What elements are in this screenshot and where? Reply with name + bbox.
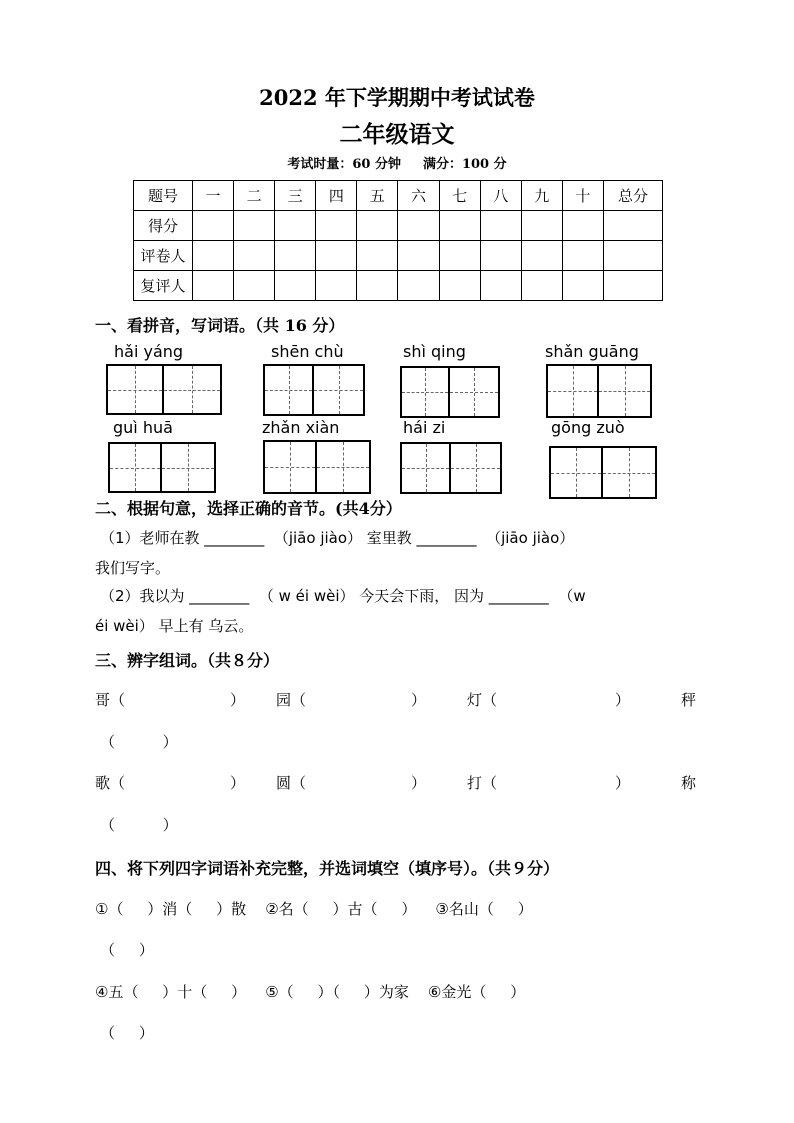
word-item: ） (615, 691, 631, 709)
score-table (133, 180, 663, 301)
writing-grid[interactable] (400, 442, 502, 494)
word-item: 园（ (276, 691, 307, 709)
section2-title: 二、根据句意，选择正确的音节。(共4分） (95, 499, 402, 518)
score-table-header-cell: 八 (480, 181, 521, 211)
writing-grid[interactable] (106, 364, 222, 415)
question-line: éi wèi） 早上有 乌云。 (95, 617, 254, 635)
exam-title: 2022 年下学期期中考试试卷 (259, 85, 535, 110)
score-table-row-label: 评卷人 (134, 241, 193, 271)
pinyin-label: zhǎn xiàn (262, 418, 340, 437)
word-item: 打（ (467, 774, 498, 792)
word-item: ） (411, 691, 427, 709)
score-table-header-row (134, 181, 663, 211)
score-table-header-cell: 总分 (604, 181, 663, 211)
score-table-header-cell: 七 (439, 181, 480, 211)
pinyin-label: hái zi (403, 418, 446, 437)
section3-title: 三、辨字组词。（共８分） (95, 651, 280, 670)
question-line: （1）老师在教 ________ （jiāo jiào） 室里教 ________ （jiāo jiào） (100, 529, 575, 547)
score-table-header-cell: 二 (234, 181, 275, 211)
score-table-header-cell: 三 (275, 181, 316, 211)
section4-title: 四、将下列四字词语补充完整，并选词填空（填序号）。（共９分） (95, 859, 560, 878)
writing-grid[interactable] (549, 446, 657, 499)
word-item: 秤 (681, 691, 697, 709)
score-table-header-cell: 五 (357, 181, 398, 211)
idiom-line: （ ） (100, 941, 154, 959)
score-table-row-label: 得分 (134, 211, 193, 241)
score-table-row-label: 复评人 (134, 271, 193, 301)
idiom-line: ①（ ）消（ ）散 ②名（ ）古（ ） ③名山（ ） (95, 900, 533, 918)
word-item: 圆（ (276, 774, 307, 792)
question-line: 我们写字。 (95, 559, 171, 577)
section1-title: 一、看拼音，写词语。（共 16 分） (95, 316, 345, 335)
pinyin-label: guì huā (113, 418, 173, 437)
word-item: ） (230, 774, 246, 792)
word-item: 哥（ (95, 691, 126, 709)
score-table-header-cell: 题号 (134, 181, 193, 211)
word-item: （ ） (100, 816, 178, 834)
score-table-row (134, 211, 663, 241)
idiom-line: ④五（ ）十（ ） ⑤（ ）（ ）为家 ⑥金光（ ） (95, 983, 526, 1001)
exam-subtitle: 二年级语文 (339, 121, 455, 148)
idiom-line: （ ） (100, 1024, 154, 1042)
score-table-header-cell: 九 (521, 181, 562, 211)
writing-grid[interactable] (400, 366, 500, 418)
word-item: 歌（ (95, 774, 126, 792)
question-line: （2）我以为 ________ （ w éi wèi） 今天会下雨， 因为 ________ （w (100, 587, 586, 605)
word-item: ） (230, 691, 246, 709)
word-item: 灯（ (467, 691, 498, 709)
pinyin-label: shì qing (403, 342, 466, 361)
exam-full-score: 满分：100 分 (422, 157, 507, 172)
exam-time: 考试时量：60 分钟 (287, 157, 401, 172)
writing-grid[interactable] (108, 442, 216, 493)
score-table-header-cell: 六 (398, 181, 439, 211)
writing-grid[interactable] (263, 440, 371, 494)
writing-grid[interactable] (263, 364, 365, 416)
score-table-row (134, 271, 663, 301)
pinyin-label: shēn chù (271, 342, 344, 361)
exam-info (0, 153, 794, 172)
word-item: 称 (681, 774, 697, 792)
word-item: （ ） (100, 733, 178, 751)
score-table-header-cell: 四 (316, 181, 357, 211)
score-table-header-cell: 一 (193, 181, 234, 211)
writing-grid[interactable] (546, 364, 652, 418)
score-table-row (134, 241, 663, 271)
pinyin-label: hǎi yáng (114, 342, 184, 361)
score-table-header-cell: 十 (562, 181, 603, 211)
word-item: ） (615, 774, 631, 792)
pinyin-label: shǎn guāng (545, 342, 639, 361)
word-item: ） (411, 774, 427, 792)
pinyin-label: gōng zuò (551, 418, 625, 437)
